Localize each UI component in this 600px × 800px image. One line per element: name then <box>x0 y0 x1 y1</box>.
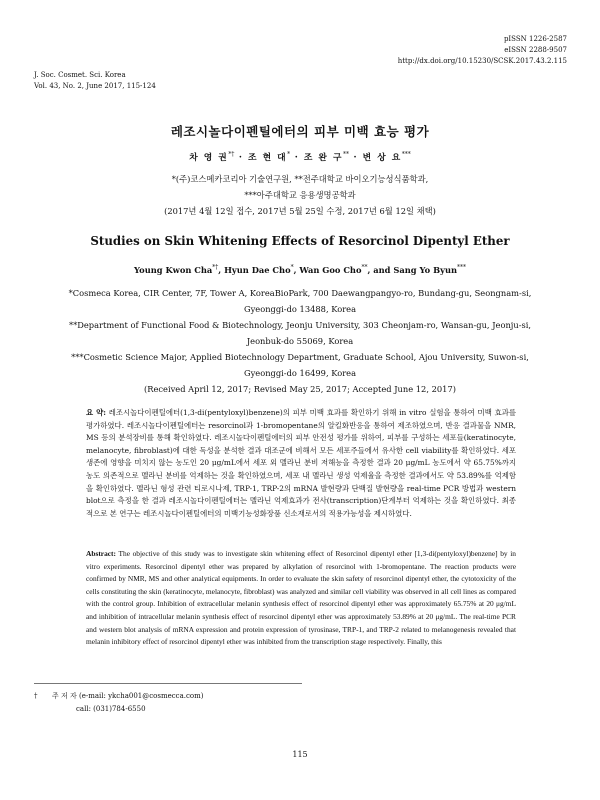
journal-volume: Vol. 43, No. 2, June 2017, 115-124 <box>34 82 156 90</box>
author-ko-3-mark: ** <box>342 151 349 159</box>
journal-name: J. Soc. Cosmet. Sci. Korea <box>34 71 126 79</box>
author-ko-1: 차 영 권 <box>189 153 229 163</box>
authors-english <box>0 264 600 275</box>
author-sep: , <box>293 264 300 275</box>
affil-en-2: **Department of Functional Food & Biotechnology, Jeonju University, 303 Cheonjam-ro, Wansan-gu, Jeonju-si, Jeonbuk-do 55069, Korea <box>68 320 532 346</box>
abstract-en-label: Abstract: <box>86 549 116 558</box>
affiliations-korean <box>0 171 600 219</box>
authors-korean: 차 영 권*† · 조 현 대* · 조 완 구** · 변 상 요*** <box>189 151 411 163</box>
page-number: 115 <box>292 750 308 759</box>
author-en-4-mark: *** <box>457 264 467 271</box>
title-korean: 레조시놀다이펜틸에터의 피부 미백 효능 평가 <box>170 124 430 139</box>
journal-header-right <box>398 34 567 67</box>
abstract-korean <box>86 407 516 520</box>
affil-ko-line: *(주)코스메카코리아 기술연구원, **전주대학교 바이오기능성식품학과, <box>171 174 429 184</box>
author-sep: , <box>218 264 225 275</box>
author-en-3-mark: ** <box>361 264 368 271</box>
eissn: eISSN 2288-9507 <box>504 46 567 54</box>
abstract-ko-text: 레조시놀다이펜틸에터(1,3-di(pentyloxyl)benzene)의 피부 미백 효과를 확인하기 위해 in vitro 실험을 통하여 미백 효과를 평가하였다. 레조시놀다이펜틸에터는 resorcinol과 1-bromopentane의 알킬화반응을 통하여 제조하였으며, 반응 결과물을 NMR, MS 등의 분석장비를 통해 확인하였다. 레조시놀다이펜틸에터의 피부 안전성 평가를 위하여, 피부를 구성하는 세포들(keratinocyte, melanocyte, fibroblast)에 대한 독성을 분석한 결과 대조군에 비해서 모든 세포주들에서 유사한 cell viability를 확인하였다. 세포생존에 영향을 미치지 않는 농도인 20 μg/mL에서 세포 외 멜라닌 분비 저해능을 측정한 결과 20 μg/mL 농도에서 약 65.75%까지 농도 의존적으로 멜라닌 분비를 억제하는 것을 확인하였으며, 세포 내 멜라닌 생성 억제율을 측정한 결과에서도 약 53.89%를 억제함을 확인하였다. 멜라닌 형성 관련 티로시나제, TRP-1, TRP-2의 mRNA 발현량과 단백질 발현량을 real-time PCR 방법과 western blot으로 측정을 한 결과 레조시놀다이펜틸에터는 멜라닌 억제효과가 전사(transcription)단계부터 억제하는 것을 확인하였다. 최종적으로 본 연구는 레조시놀다이펜틸에터의 미백기능성화장품 신소재로서의 적용가능성을 제시하였다. <box>86 408 516 518</box>
author-ko-3: 조 완 구 <box>303 153 343 163</box>
dates-en: (Received April 12, 2017; Revised May 25, 2017; Accepted June 12, 2017) <box>144 384 456 394</box>
footnote-call: call: (031)784-6550 <box>76 705 146 713</box>
abstract-english <box>86 548 516 649</box>
author-en-4: Sang Yo Byun <box>393 264 458 275</box>
affil-en-3: ***Cosmetic Science Major, Applied Biotechnology Department, Graduate School, Ajou University, Suwon-si, Gyeonggi-do 16499, Korea <box>71 352 529 378</box>
footnote-divider <box>34 683 302 684</box>
journal-header-left <box>34 70 156 92</box>
author-ko-1-mark: *† <box>228 151 235 159</box>
doi-link[interactable]: http://dx.doi.org/10.15230/SCSK.2017.43.2.115 <box>397 57 567 65</box>
author-en-1: Young Kwon Cha <box>133 264 213 275</box>
affil-ko-line: ***아주대학교 응용생명공학과 <box>244 190 356 200</box>
pissn: pISSN 1226-2587 <box>503 35 567 43</box>
abstract-ko-label: 요 약: <box>86 408 106 417</box>
footnote-email[interactable]: (e-mail: ykcha001@cosmecca.com) <box>78 692 204 700</box>
author-en-1-mark: *† <box>212 264 219 271</box>
footnote <box>34 690 204 716</box>
title-english: Studies on Skin Whitening Effects of Resorcinol Dipentyl Ether <box>90 234 510 248</box>
dates-ko: (2017년 4월 12일 접수, 2017년 5월 25일 수정, 2017년 6월 12일 채택) <box>164 206 436 216</box>
affiliations-english <box>60 285 540 397</box>
author-en-2-mark: * <box>290 264 294 271</box>
author-en-2: Hyun Dae Cho <box>224 264 291 275</box>
footnote-author-label: 주 저 자 <box>52 692 77 700</box>
abstract-en-text: The objective of this study was to investigate skin whitening effect of Resorcinol dipentyl ether [1,3-di(pentyloxyl)benzene] by in vitro experiments. Resorcinol dipentyl ether was prepared by alkylation of resorcinol with 1-bromopentane. The reaction products were confirmed by NMR, MS and other analytical equipments. In order to evaluate the skin safety of resorcinol dipentyl ether, the cytotoxicity of the cells constituting the skin (keratinocyte, melanocyte, fibroblast) was analyzed and similar cell viability was observed in all cell lines as compared with the control group. Inhibition of extracellular melanin synthesis effect of resorcinol dipentyl ether was approximately 65.75% at 20 μg/mL and inhibition of intracellular melanin synthesis effect of resorcinol dipentyl ether was approximately 53.89% at 20 μg/mL. The real-time PCR and western blot analysis of mRNA expression and protein expression of tyrosinase, TRP-1, and TRP-2 related to melanogenesis revealed that melanin inhibitory effect of resorcinol dipentyl ether was inhibited from the transcription stage respectively. Finally, this <box>86 549 516 647</box>
author-and: , and <box>367 264 394 275</box>
dagger-mark: † <box>34 692 38 700</box>
affil-en-1: *Cosmeca Korea, CIR Center, 7F, Tower A, KoreaBioPark, 700 Daewangpangyo-ro, Bundang-gu, Seongnam-si, Gyeonggi-do 13488, Korea <box>68 288 532 314</box>
author-ko-4-mark: *** <box>401 151 411 159</box>
author-ko-2: 조 현 대 <box>248 153 288 163</box>
author-en-3: Wan Goo Cho <box>299 264 362 275</box>
author-ko-2-mark: * <box>287 151 291 159</box>
author-ko-4: 변 상 요 <box>362 153 402 163</box>
